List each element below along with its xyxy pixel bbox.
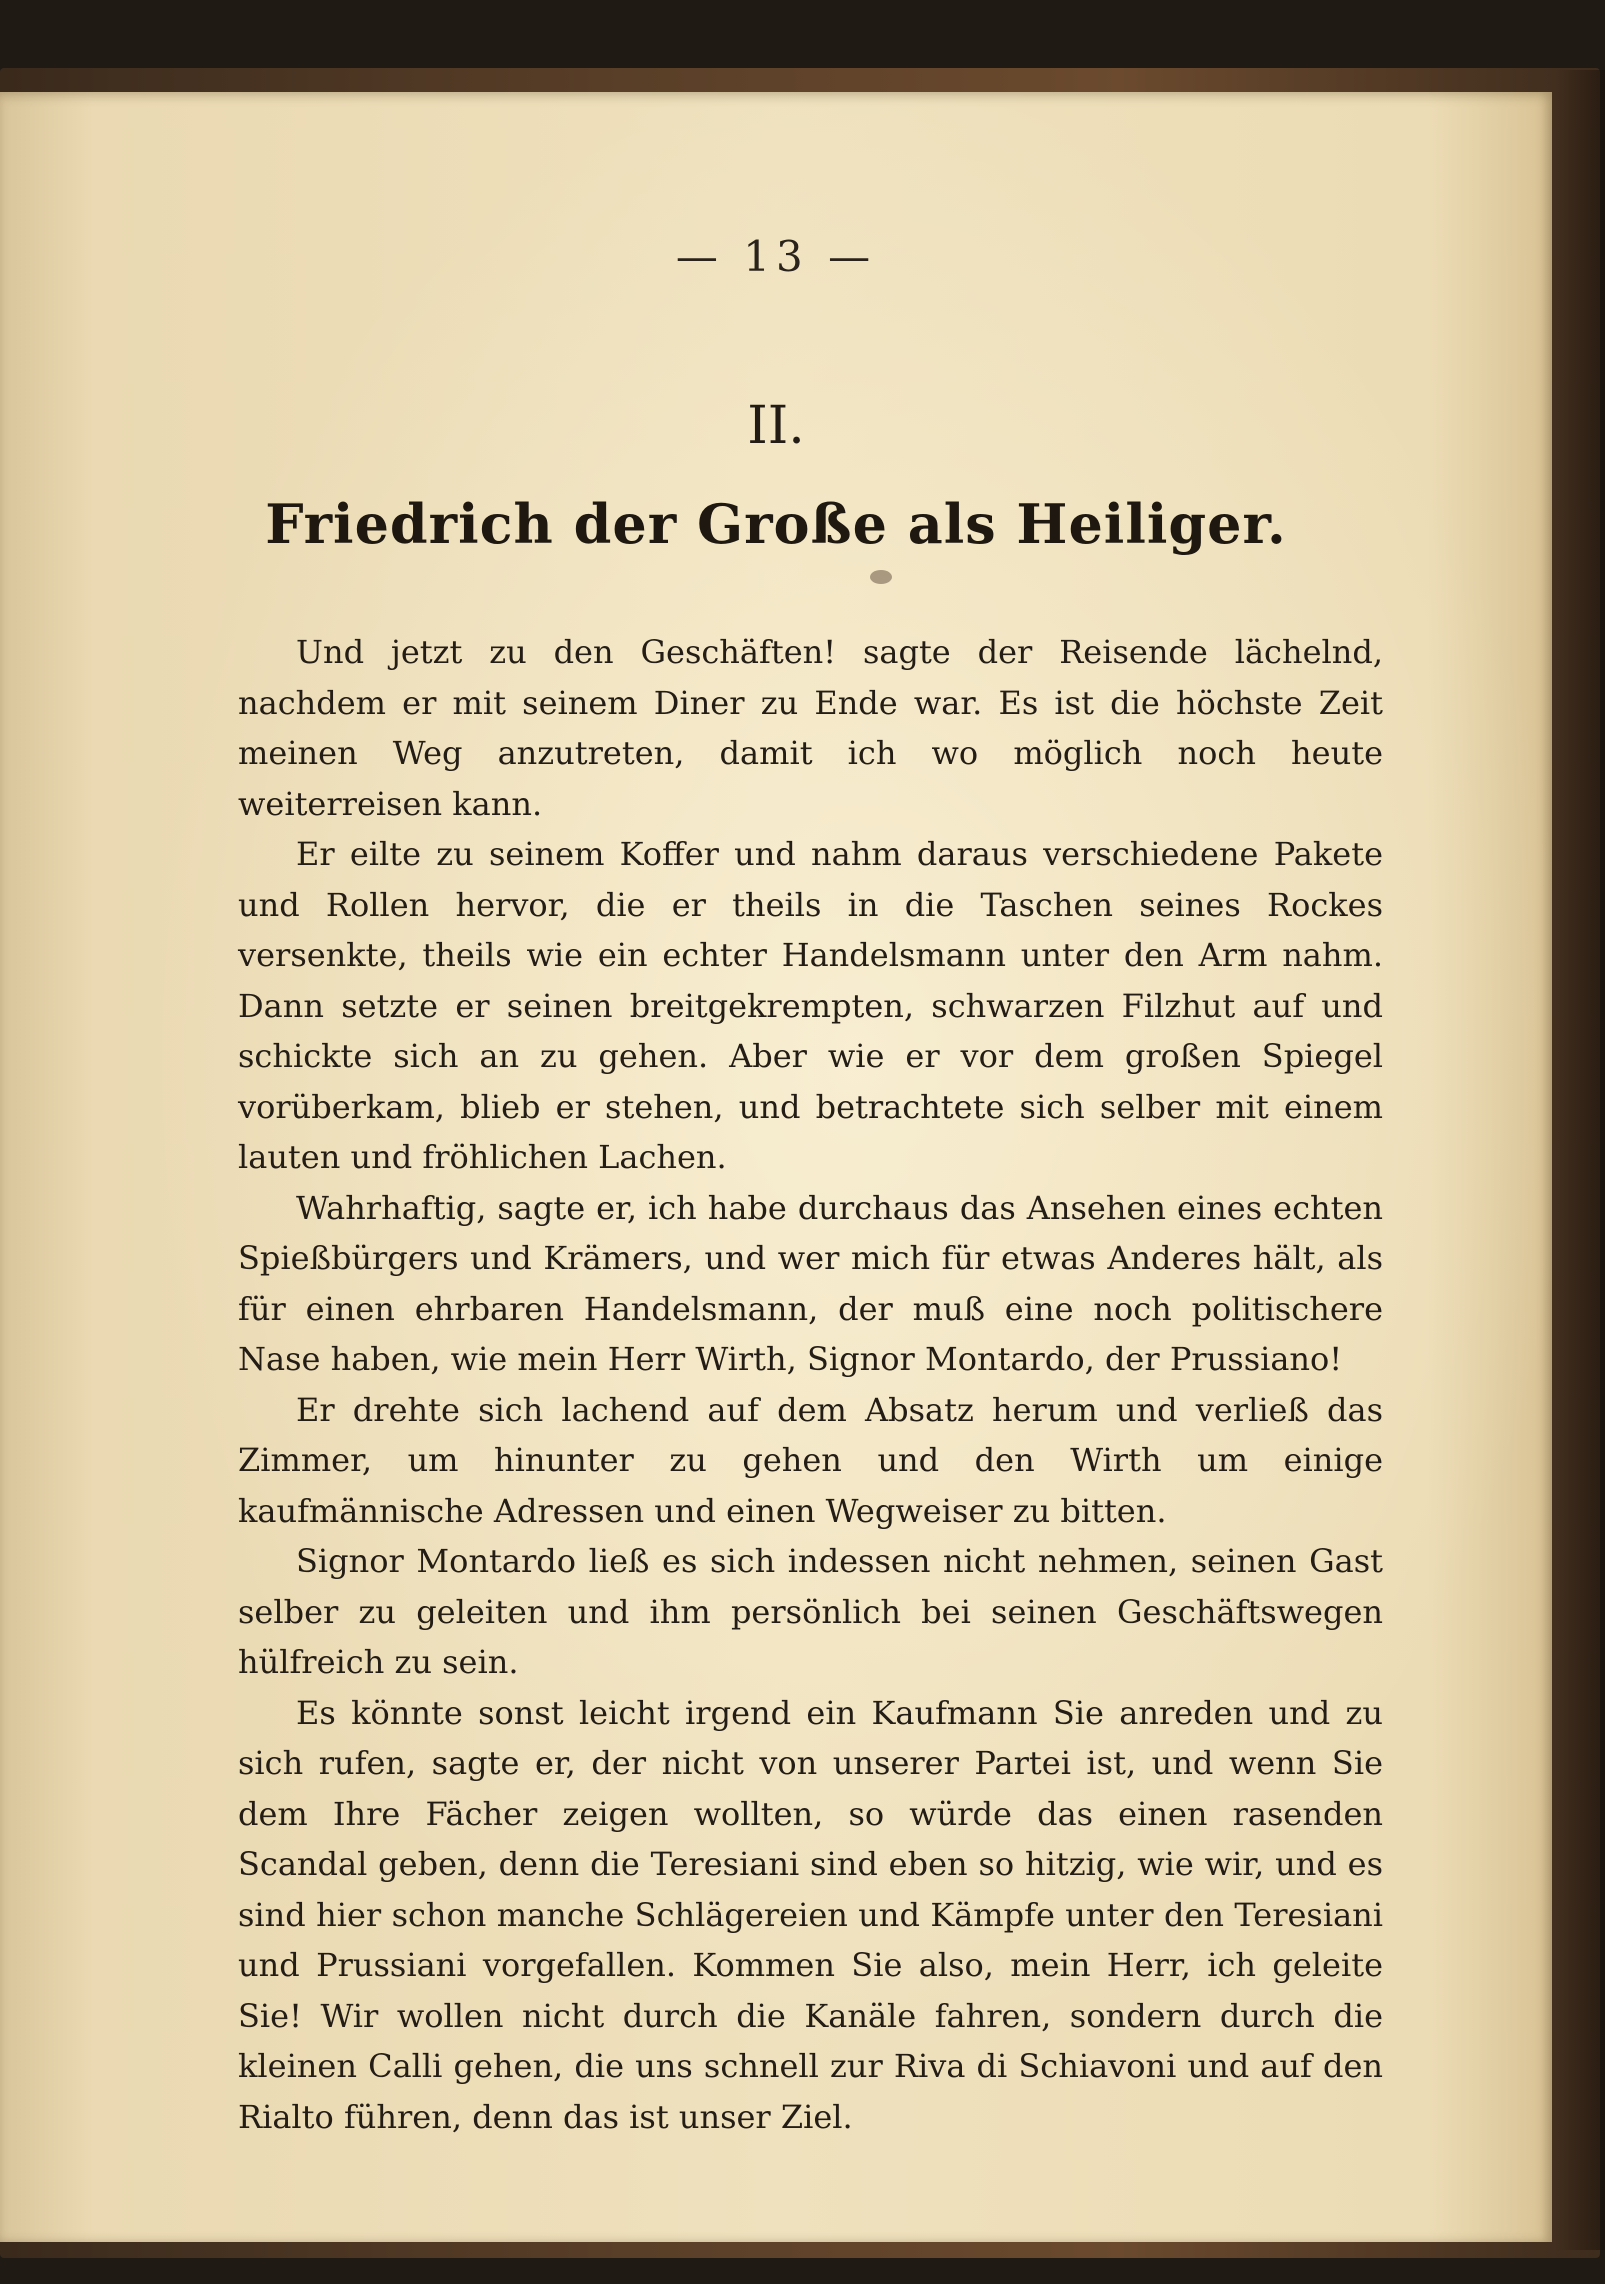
chapter-number: II. bbox=[747, 396, 805, 456]
paragraph: Er drehte sich lachend auf dem Absatz herum und verließ das Zimmer, um hinunter zu gehen und den Wirth um einige kaufmännische Adressen und einen Wegweiser zu bitten. bbox=[238, 1390, 1383, 1530]
body-text bbox=[238, 627, 1383, 2142]
page-number: — 13 — bbox=[675, 232, 877, 281]
paragraph: Er eilte zu seinem Koffer und nahm daraus verschiedene Pakete und Rollen hervor, die er theils in die Taschen seines Rockes versenkte, theils wie ein echter Handelsmann unter den Arm nahm. Dann setzte er seinen breitgekrempten, schwarzen Filzhut auf und schickte sich an zu gehen. Aber wie er vor dem großen Spiegel vorüberkam, blieb er stehen, und betrachtete sich selber mit einem lauten und fröhlichen Lachen. bbox=[238, 835, 1383, 1176]
page-edge-shadow bbox=[1555, 70, 1605, 2250]
book-page bbox=[0, 92, 1552, 2242]
ink-mark bbox=[870, 570, 892, 584]
chapter-title: Friedrich der Große als Heiliger. bbox=[265, 492, 1287, 556]
paragraph: Es könnte sonst leicht irgend ein Kaufmann Sie anreden und zu sich rufen, sagte er, der nicht von unserer Partei ist, und wenn Sie dem Ihre Fächer zeigen wollten, so würde das einen rasenden Scandal geben, denn die Teresiani sind eben so hitzig, wie wir, und es sind hier schon manche Schlägereien und Kämpfe unter den Teresiani und Prussiani vorgefallen. Kommen Sie also, mein Herr, ich geleite Sie! Wir wollen nicht durch die Kanäle fahren, sondern durch die kleinen Calli gehen, die uns schnell zur Riva di Schiavoni und auf den Rialto führen, denn das ist unser Ziel. bbox=[238, 1693, 1383, 2136]
paragraph: Signor Montardo ließ es sich indessen nicht nehmen, seinen Gast selber zu geleiten und ihm persönlich bei seinen Geschäftswegen hülfreich zu sein. bbox=[238, 1542, 1383, 1681]
paragraph: Und jetzt zu den Geschäften! sagte der Reisende lächelnd, nachdem er mit seinem Diner zu Ende war. Es ist die höchste Zeit meinen Weg anzutreten, damit ich wo möglich noch heute weiterreisen kann. bbox=[238, 633, 1383, 823]
paragraph: Wahrhaftig, sagte er, ich habe durchaus das Ansehen eines echten Spießbürgers und Krämers, und wer mich für etwas Anderes hält, als für einen ehrbaren Handelsmann, der muß eine noch politischere Nase haben, wie mein Herr Wirth, Signor Montardo, der Prussiano! bbox=[238, 1188, 1383, 1378]
